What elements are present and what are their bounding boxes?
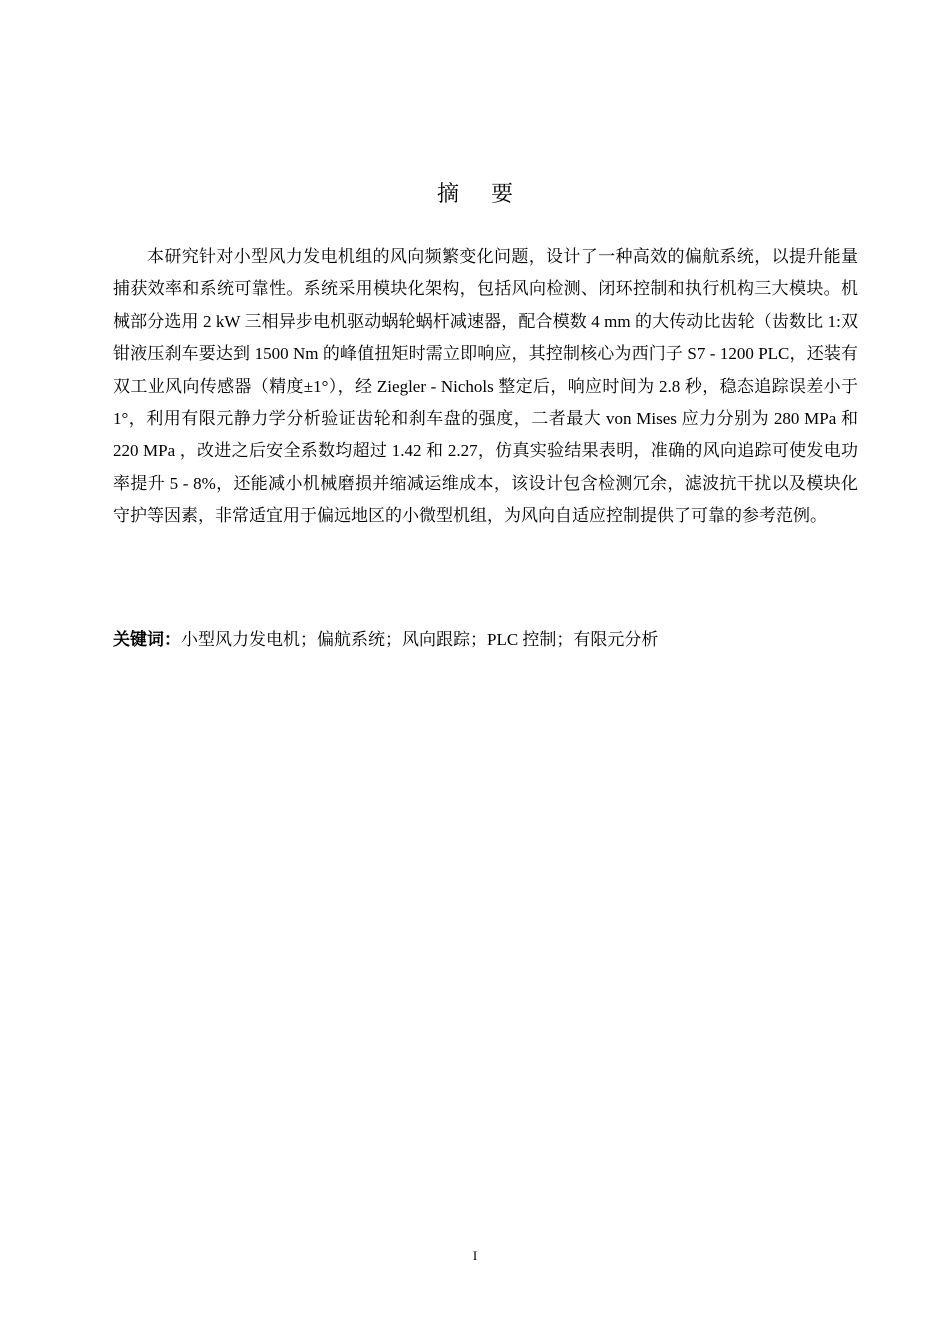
keywords-line: [113, 624, 858, 656]
page-number: I: [472, 1248, 478, 1263]
title-char-2: 要: [491, 181, 514, 206]
abstract-body: 本研究针对小型风力发电机组的风向频繁变化问题，设计了一种高效的偏航系统，以提升能量捕获效率和系统可靠性。系统采用模块化架构，包括风向检测、闭环控制和执行机构三大模块。机械部分选用 2 kW 三相异步电机驱动蜗轮蜗杆减速器，配合模数 4 mm 的大传动比齿轮（齿数比 1:双钳液压刹车要达到 1500 Nm 的峰值扭矩时需立即响应，其控制核心为西门子 S7 - 1200 PLC，还装有双工业风向传感器（精度±1°），经 Ziegler - Nichols 整定后，响应时间为 2.8 秒，稳态追踪误差小于 1°，利用有限元静力学分析验证齿轮和刹车盘的强度，二者最大 von Mises 应力分别为 280 MPa 和 220 MPa ，改进之后安全系数均超过 1.42 和 2.27，仿真实验结果表明，准确的风向追踪可使发电功率提升 5 - 8%，还能减小机械磨损并缩减运维成本，该设计包含检测冗余，滤波抗干扰以及模块化守护等因素，非常适宜用于偏远地区的小微型机组，为风向自适应控制提供了可靠的参考范例。: [113, 247, 858, 526]
abstract-title: [0, 178, 950, 210]
title-char-1: 摘: [436, 181, 459, 206]
keywords-label: 关键词：: [113, 630, 181, 649]
keywords-text: 小型风力发电机；偏航系统；风向跟踪；PLC 控制；有限元分析: [181, 630, 659, 649]
